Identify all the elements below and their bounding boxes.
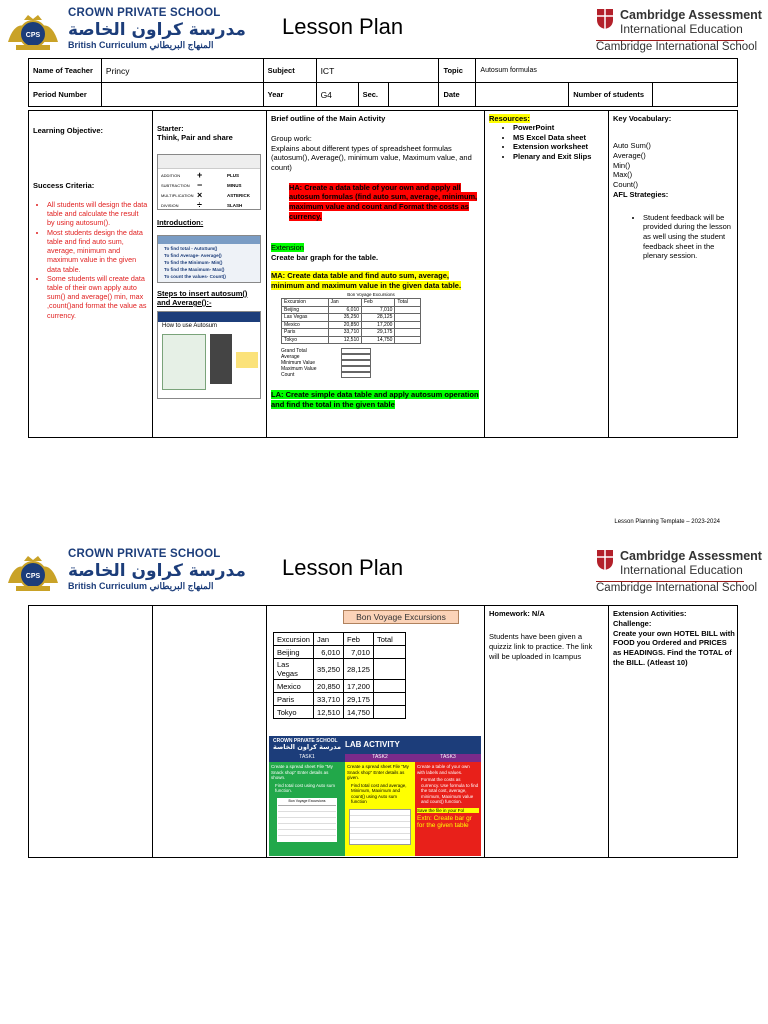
school-logo-icon xyxy=(4,553,62,593)
subject-value[interactable]: ICT xyxy=(316,59,439,83)
intro-thumbnail xyxy=(157,235,261,283)
col-empty-1 xyxy=(29,606,153,857)
intro-line: To find total - AutoSum() xyxy=(164,246,218,251)
intro-line: To find Average- Average() xyxy=(164,253,222,258)
cambridge-line1: Cambridge Assessment xyxy=(620,549,762,563)
vocab-list xyxy=(613,141,735,190)
ma-text: MA: Create data table and find auto sum, average, minimum and maximum value in the given data table. xyxy=(271,270,462,290)
ha-task xyxy=(271,183,480,222)
school-name-block xyxy=(68,549,246,591)
col-activity-images xyxy=(267,606,485,857)
subject-label: Subject xyxy=(263,59,316,83)
afl-item: • Student feedback will be provided during the lesson as well using the student feedback sheet in the plenary session. xyxy=(643,213,735,261)
mini-table-title: Bon Voyage Excursions xyxy=(347,292,395,298)
objective-label: Learning Objective: xyxy=(33,126,104,135)
col-main-activity xyxy=(267,111,485,437)
lab-title: LAB ACTIVITY xyxy=(345,740,400,749)
lab-task3: Create a table of your own with labels and values. Format the costs as currency. Use formula to find the total cost, average, minimum, Maximum value and count() function. Save the file in your Fol Extn: Create bar gr for the given table xyxy=(415,762,481,856)
school-curriculum: British Curriculum المنهاج البريطاني xyxy=(68,580,214,591)
school-name-en: CROWN PRIVATE SCHOOL xyxy=(68,548,221,560)
steps-label: Steps to insert autosum() and Average():- xyxy=(157,289,248,307)
students-label: Number of students xyxy=(569,83,653,107)
group-work: Group work: xyxy=(271,133,312,143)
operators-thumbnail xyxy=(157,154,261,210)
starter-text: Think, Pair and share xyxy=(157,133,233,142)
homework-label: Homework: N/A xyxy=(489,609,545,618)
lesson-grid-2 xyxy=(28,605,738,858)
curriculum-en: British Curriculum xyxy=(68,39,148,50)
resources-label: Resources: xyxy=(489,114,530,123)
lab-task2: Create a spread sheet File "My Snack shop" Enter details as given. Find total cost and average, Minimum, Maximum and count() using Auto sum function xyxy=(345,762,415,856)
page-1 xyxy=(0,0,768,409)
lesson-grid xyxy=(28,110,738,438)
bv-data-table: Excursion Jan Feb Total Beijing 6,010 7,010 Las Vegas 35,250 28,125 Mexico 20,850 17,200 Paris 33,710 29,175 Tokyo 12,510 14,750 xyxy=(273,632,406,719)
col-vocabulary xyxy=(609,111,739,437)
cambridge-line3: Cambridge International School xyxy=(596,582,758,594)
ha-prefix: HA: Create a xyxy=(289,182,336,192)
page-header xyxy=(0,541,768,597)
date-value[interactable] xyxy=(476,83,569,107)
curriculum-ar: المنهاج البريطاني xyxy=(149,39,214,50)
date-label: Date xyxy=(439,83,476,107)
challenge-text: Create your own HOTEL BILL with FOOD you Ordered and PRICES as HEADINGS. Find the TOTAL of the BILL. (Atleast 10) xyxy=(613,628,735,667)
template-label: Lesson Planning Template – 2023-2024 xyxy=(614,519,720,525)
doc-title: Lesson Plan xyxy=(282,14,404,39)
ext-label: Extension Activities: xyxy=(613,609,687,618)
extension-text: Create bar graph for the table. xyxy=(271,253,379,262)
op-row: SUBTRACTION − MINUS xyxy=(161,180,242,190)
challenge-label: Challenge: xyxy=(613,618,652,628)
cambridge-line1: Cambridge Assessment xyxy=(620,8,762,22)
intro-label: Introduction: xyxy=(157,218,204,227)
school-name-en: CROWN PRIVATE SCHOOL xyxy=(68,7,221,19)
school-name-block xyxy=(68,8,246,50)
vocab-item: Max() xyxy=(613,170,633,180)
col-extension xyxy=(609,606,739,857)
cambridge-shield-icon xyxy=(596,549,614,571)
la-task xyxy=(271,390,480,410)
school-curriculum xyxy=(68,41,246,50)
year-sec-cell xyxy=(316,83,439,107)
vocab-label: Key Vocabulary: xyxy=(613,114,672,123)
teacher-label: Name of Teacher xyxy=(29,59,102,83)
intro-line: To find the Minimum- Min() xyxy=(164,260,223,265)
bv-title: Bon Voyage Excursions xyxy=(343,610,459,624)
info-table xyxy=(28,58,738,107)
year-value[interactable]: G4 xyxy=(317,83,359,106)
resource-item: • Extension worksheet xyxy=(513,142,604,152)
students-value[interactable] xyxy=(653,83,738,107)
col-empty-2 xyxy=(153,606,267,857)
vocab-item: Count() xyxy=(613,180,639,189)
period-label: Period Number xyxy=(29,83,102,107)
page-2 xyxy=(0,519,768,829)
criteria-item: • Most students design the data table and find auto sum, average, minimum and maximum value in the given data table. xyxy=(47,228,148,274)
vocab-item: Average() xyxy=(613,150,646,160)
mini-excursion-table: Bon Voyage Excursions Excursion Jan Feb Total Beijing 6,010 7,010 Las Vegas 35,250 28,125 Mexico 20,850 17,200 Paris 33,710 29,175 Tokyo 12,510 14,750 Grand Total Average Minimum Value Maximum Value Count xyxy=(281,292,431,378)
extension-label: Extension xyxy=(271,243,304,253)
intro-line: To count the values- Count() xyxy=(164,274,226,279)
cambridge-line2: International Education xyxy=(620,563,743,577)
cambridge-shield-icon xyxy=(596,8,614,30)
extension-block xyxy=(271,243,480,253)
vocab-item: Min() xyxy=(613,160,631,170)
topic-value[interactable]: Autosum formulas xyxy=(476,59,738,83)
school-name-ar: مدرسة كراون الخاصة xyxy=(68,560,246,581)
cambridge-line2: International Education xyxy=(620,22,743,36)
lab-task-tab: TASK1 xyxy=(269,754,345,762)
doc-title: Lesson Plan xyxy=(282,555,404,580)
afl-list xyxy=(613,213,735,261)
mini-data-table: Excursion Jan Feb Total Beijing 6,010 7,010 Las Vegas 35,250 28,125 Mexico 20,850 17,200 Paris 33,710 29,175 Tokyo 12,510 14,750 xyxy=(281,298,421,344)
page-header xyxy=(0,0,768,56)
col-homework xyxy=(485,606,609,857)
resource-item: • PowerPoint xyxy=(513,123,604,133)
col-objectives xyxy=(29,111,153,437)
col-resources xyxy=(485,111,609,437)
ma-task xyxy=(271,271,480,291)
op-row: DIVISION ÷ SLASH xyxy=(161,200,243,210)
steps-thumbnail xyxy=(157,311,261,399)
bon-voyage-sheet xyxy=(269,608,482,728)
main-activity-heading: Brief outline of the Main Activity xyxy=(271,114,386,123)
lab-task1: Create a spread sheet File "My Snack shop" Enter details as shown. Find total cost using Auto sum function. Bon Voyage Excursions xyxy=(269,762,345,856)
starter-label: Starter: xyxy=(157,124,184,133)
op-row: ADDITION + PLUS xyxy=(161,170,240,180)
ha-rest: data table of your own xyxy=(335,182,416,192)
explains-text: Explains about different types of spreadsheet formulas (autosum(), Average(), minimum value, Maximum value, and count) xyxy=(271,143,472,172)
homework-text: Students have been given a quizziz link to practice. The link will be uploaded in Icampus xyxy=(489,632,593,661)
criteria-item: • All students will design the data table and calculate the result by using autosum(). xyxy=(47,200,148,228)
resource-item: • MS Excel Data sheet xyxy=(513,133,604,143)
cambridge-line3: Cambridge International School xyxy=(596,41,758,53)
year-label: Year xyxy=(263,83,316,107)
lab-activity-image: CROWN PRIVATE SCHOOL مدرسة كراون الخاصة LAB ACTIVITY TASK1 TASK2 TASK3 Create a spread sheet File "My Snack shop" Enter details as shown. Find total cost using Auto sum function. Bon Voyage Excursions Create a spread sheet File "My Snack shop" Enter details as given. Find total cost and average, Minimum, Maximum and count() using Auto sum function Create a table of your own with labels and values. Format the costs as currency. Use formula to find the total cost, average, minimum, Maximum value and count() function. Save the file in your Fol Extn: Create bar gr for the given table xyxy=(269,736,481,856)
lab-task-tab: TASK3 xyxy=(415,754,481,762)
period-value[interactable] xyxy=(101,83,263,107)
sec-label: Sec. xyxy=(359,83,389,106)
ha-rest2: and apply all autosum formulas (find auto sum, average, minimum, maximum value and count and Format the costs as currency. xyxy=(289,182,478,221)
col-starter xyxy=(153,111,267,437)
op-row: MULTIPLICATION × ASTERICK xyxy=(161,190,251,200)
intro-line: To find the Maximum- Max() xyxy=(164,267,225,272)
logo-text: CPS xyxy=(25,573,41,580)
sec-value[interactable] xyxy=(389,83,439,106)
lab-task-tab: TASK2 xyxy=(345,754,415,762)
logo-text: CPS xyxy=(25,32,41,39)
school-name-ar: مدرسة كراون الخاصة xyxy=(68,19,246,40)
afl-label: AFL Strategies: xyxy=(613,189,669,199)
resource-item: • Plenary and Exit Slips xyxy=(513,152,604,162)
resources-list xyxy=(489,123,604,161)
criteria-list xyxy=(33,200,148,320)
criteria-label: Success Criteria: xyxy=(33,181,95,190)
la-text: LA: Create simple data table and apply autosum operation and find the total in the given table xyxy=(271,390,479,409)
vocab-item: Auto Sum() xyxy=(613,141,651,150)
criteria-item: • Some students will create data table of their own apply auto sum() and average() min, max ,count()and format the value as currency. xyxy=(47,274,148,320)
teacher-value[interactable]: Princy xyxy=(101,59,263,83)
topic-label: Topic xyxy=(439,59,476,83)
steps-thumb-title: How to use Autosum xyxy=(162,323,218,329)
school-logo-icon xyxy=(4,12,62,52)
